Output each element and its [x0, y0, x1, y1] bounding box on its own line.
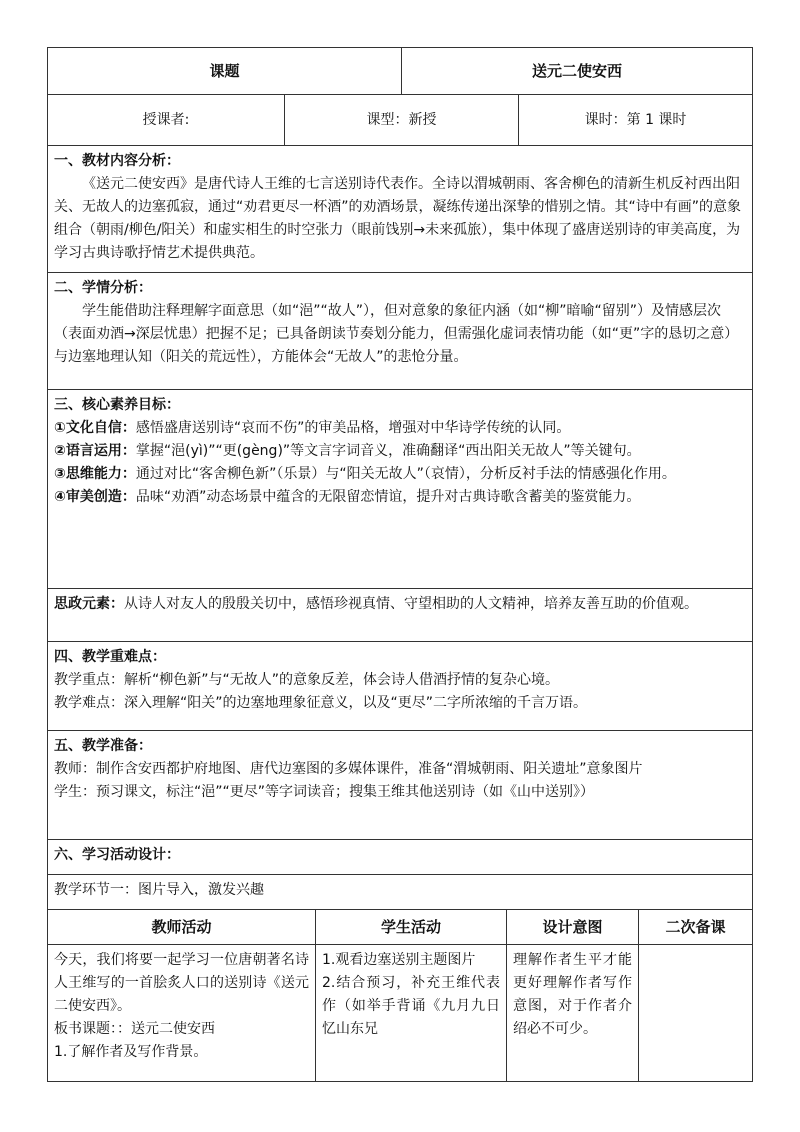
- teacher-activity-cell: [48, 945, 316, 1082]
- goal-label: ①文化自信：: [54, 420, 136, 436]
- goal-text: 掌握“浥(yì)”“更(gèng)”等文言字词音义，准确翻译“西出阳关无故人”等关键句。: [135, 443, 641, 459]
- student-line: 1.观看边塞送别主题图片: [322, 952, 476, 968]
- section-activity-heading: [48, 840, 753, 875]
- section-ideology: [48, 589, 753, 642]
- col-second-prep: 二次备课: [639, 910, 753, 945]
- activity-header-row: [48, 910, 753, 945]
- section-heading: 四、教学重难点：: [54, 649, 166, 665]
- teacher-line: 板书课题：：送元二使安西: [54, 1021, 215, 1037]
- section-heading: 二、学情分析：: [54, 280, 152, 296]
- second-prep-cell: [639, 945, 753, 1082]
- title-row: [48, 48, 753, 95]
- section-body: 学生能借助注释理解字面意思（如“浥”“故人”），但对意象的象征内涵（如“柳”暗喻“留别”）及情感层次（表面劝酒→深层忧患）把握不足；已具备朗读节奏划分能力，但需强化虚词表情功能（如“更”字的恳切之意）与边塞地理认知（阳关的荒远性），方能体会“无故人”的悲怆分量。: [54, 303, 739, 365]
- lesson-plan-sheet: [47, 47, 752, 1082]
- teacher-prep: 教师：制作含安西都护府地图、唐代边塞图的多媒体课件，准备“渭城朝雨、阳关遗址”意象图片: [54, 761, 643, 777]
- col-teacher-activity: 教师活动: [48, 910, 316, 945]
- goal-text: 通过对比“客舍柳色新”（乐景）与“阳关无故人”（哀情），分析反衬手法的情感强化作用。: [135, 466, 676, 482]
- teacher-line: 1.了解作者及写作背景。: [54, 1044, 208, 1060]
- teacher-line: 今天，我们将要一起学习一位唐朝著名诗人王维写的一首脍炙人口的送别诗《送元二使安西》。: [54, 952, 309, 1014]
- lesson-type-field: 课型：新授: [285, 95, 519, 146]
- goal-label: ③思维能力：: [54, 466, 136, 482]
- intent-text: 理解作者生平才能更好理解作者写作意图，对于作者介绍必不可少。: [513, 952, 632, 1037]
- goal-item: [54, 463, 746, 486]
- section-textbook-analysis: [48, 146, 753, 273]
- ideology-text: 从诗人对友人的殷殷关切中，感悟珍视真情、守望相助的人文精神，培养友善互助的价值观。: [124, 596, 698, 612]
- student-line: 2.结合预习，补充王维代表作（如举手背诵《九月九日忆山东兄: [322, 975, 500, 1037]
- section-heading: 五、教学准备：: [54, 738, 152, 754]
- step-title: 教学环节一：图片导入，激发兴趣: [54, 882, 264, 898]
- ideology-label: 思政元素：: [54, 596, 124, 612]
- activity-row: [48, 945, 753, 1082]
- goal-item: [54, 486, 746, 509]
- step-row: [48, 875, 753, 910]
- student-activity-cell: [316, 945, 507, 1082]
- section-body: 《送元二使安西》是唐代诗人王维的七言送别诗代表作。全诗以渭城朝雨、客舍柳色的清新生机反衬西出阳关、无故人的边塞孤寂，通过“劝君更尽一杯酒”的劝酒场景，凝练传递出深挚的惜别之情。其“诗中有画”的意象组合（朝雨/柳色/阳关）和虚实相生的时空张力（眼前饯别→未来孤旅），集中体现了盛唐送别诗的审美高度，为学习古典诗歌抒情艺术提供典范。: [54, 176, 742, 261]
- section-key-points: [48, 642, 753, 731]
- difficulty-point: 教学难点：深入理解“阳关”的边塞地理象征意义，以及“更尽”二字所浓缩的千言万语。: [54, 695, 588, 711]
- goal-text: 品味“劝酒”动态场景中蕴含的无限留恋情谊，提升对古典诗歌含蓄美的鉴赏能力。: [135, 489, 641, 505]
- section-heading: 一、教材内容分析：: [54, 153, 180, 169]
- goal-label: ④审美创造：: [54, 489, 136, 505]
- key-point: 教学重点：解析“柳色新”与“无故人”的意象反差，体会诗人借酒抒情的复杂心境。: [54, 672, 560, 688]
- design-intent-cell: [507, 945, 639, 1082]
- col-design-intent: 设计意图: [507, 910, 639, 945]
- section-preparation: [48, 731, 753, 840]
- goal-text: 感悟盛唐送别诗“哀而不伤”的审美品格，增强对中华诗学传统的认同。: [135, 420, 571, 436]
- goal-label: ②语言运用：: [54, 443, 136, 459]
- section-heading: 六、学习活动设计：: [54, 847, 180, 863]
- goal-item: [54, 440, 746, 463]
- meta-row: [48, 95, 753, 146]
- teacher-field: 授课者:: [48, 95, 285, 146]
- section-core-goals: [48, 390, 753, 589]
- goal-item: [54, 417, 746, 440]
- activity-table: [47, 909, 753, 1082]
- section-student-analysis: [48, 273, 753, 390]
- topic-label: 课题: [48, 48, 402, 95]
- student-prep: 学生：预习课文，标注“浥”“更尽”等字词读音；搜集王维其他送别诗（如《山中送别》）: [54, 784, 595, 800]
- lesson-plan-table: [47, 47, 753, 910]
- col-student-activity: 学生活动: [316, 910, 507, 945]
- topic-value: 送元二使安西: [402, 48, 753, 95]
- section-heading: 三、核心素养目标：: [54, 397, 180, 413]
- period-field: 课时：第 1 课时: [519, 95, 753, 146]
